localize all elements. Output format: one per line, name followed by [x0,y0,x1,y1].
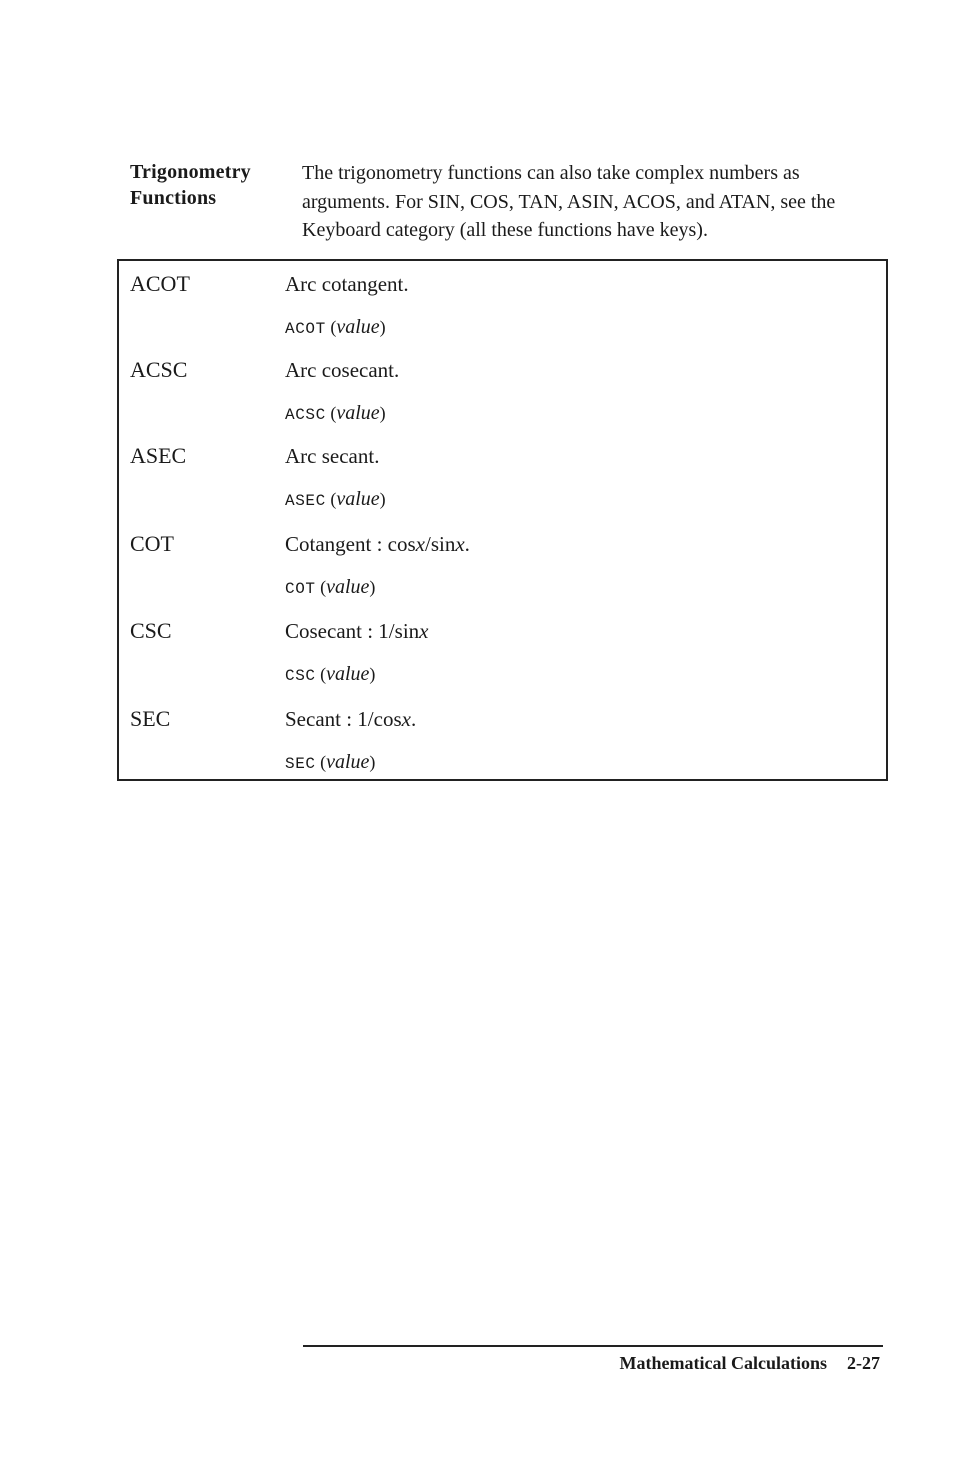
footer-chapter-title: Mathematical Calculations [619,1353,827,1373]
description-variable: x [415,532,425,556]
description-variable: x [419,619,429,643]
syntax-argument: value [326,663,370,685]
page-footer [560,1351,880,1375]
section-heading [130,159,290,211]
description-tail: . [410,707,417,731]
syntax-close-paren: ) [369,664,376,684]
syntax-keyword: ACSC [285,406,326,424]
section-heading-line-2: Functions [130,187,217,209]
syntax-keyword: ASEC [285,492,326,510]
syntax-open-paren: ( [330,317,337,337]
description-text: Cotangent : cos [285,532,416,556]
syntax-argument: value [326,751,370,773]
syntax-close-paren: ) [369,577,376,597]
syntax-keyword: ACOT [285,320,326,338]
function-description [285,270,409,298]
syntax-close-paren: ) [379,489,386,509]
syntax-close-paren: ) [379,317,386,337]
function-name: COT [130,531,174,556]
function-entry-acot [119,261,886,348]
function-name: SEC [130,706,171,731]
footer-rule [303,1345,883,1347]
function-syntax [285,487,386,513]
description-text: Cosecant : 1/sin [285,619,420,643]
function-description [285,530,470,558]
function-table [117,259,888,781]
syntax-open-paren: ( [320,752,327,772]
function-syntax [285,401,386,427]
description-variable-2: x [455,532,465,556]
syntax-close-paren: ) [379,403,386,423]
description-tail: /sin [424,532,456,556]
function-entry-csc [119,608,886,695]
function-syntax [285,662,375,688]
description-end: . [464,532,470,556]
description-text: Arc cosecant. [285,358,400,382]
syntax-close-paren: ) [369,752,376,772]
function-name: ACOT [130,271,190,296]
syntax-open-paren: ( [320,577,327,597]
description-variable: x [401,707,411,731]
syntax-keyword: COT [285,580,316,598]
function-description [285,705,416,733]
function-name: ACSC [130,357,188,382]
function-description [285,356,399,384]
footer-page-number: 2-27 [847,1353,880,1373]
function-entry-sec [119,696,886,783]
section-intro: The trigonometry functions can also take complex numbers as arguments. For SIN, COS, TAN, ASIN, ACOS, and ATAN, see the Keyboard category (all these functions have keys). [302,162,836,241]
syntax-keyword: SEC [285,755,316,773]
syntax-argument: value [336,402,380,424]
description-text: Secant : 1/cos [285,707,402,731]
syntax-open-paren: ( [320,664,327,684]
syntax-argument: value [336,316,380,338]
function-entry-acsc [119,347,886,434]
function-description [285,617,428,645]
syntax-keyword: CSC [285,667,316,685]
function-syntax [285,315,386,341]
description-text: Arc secant. [285,444,380,468]
function-syntax [285,750,375,776]
syntax-argument: value [326,576,370,598]
description-text: Arc cotangent. [285,272,409,296]
function-name: CSC [130,618,172,643]
syntax-argument: value [336,488,380,510]
function-entry-asec [119,433,886,520]
function-name: ASEC [130,443,187,468]
syntax-open-paren: ( [330,403,337,423]
function-description [285,442,379,470]
function-syntax [285,575,375,601]
syntax-open-paren: ( [330,489,337,509]
function-entry-cot [119,521,886,608]
section-heading-line-1: Trigonometry [130,161,251,183]
